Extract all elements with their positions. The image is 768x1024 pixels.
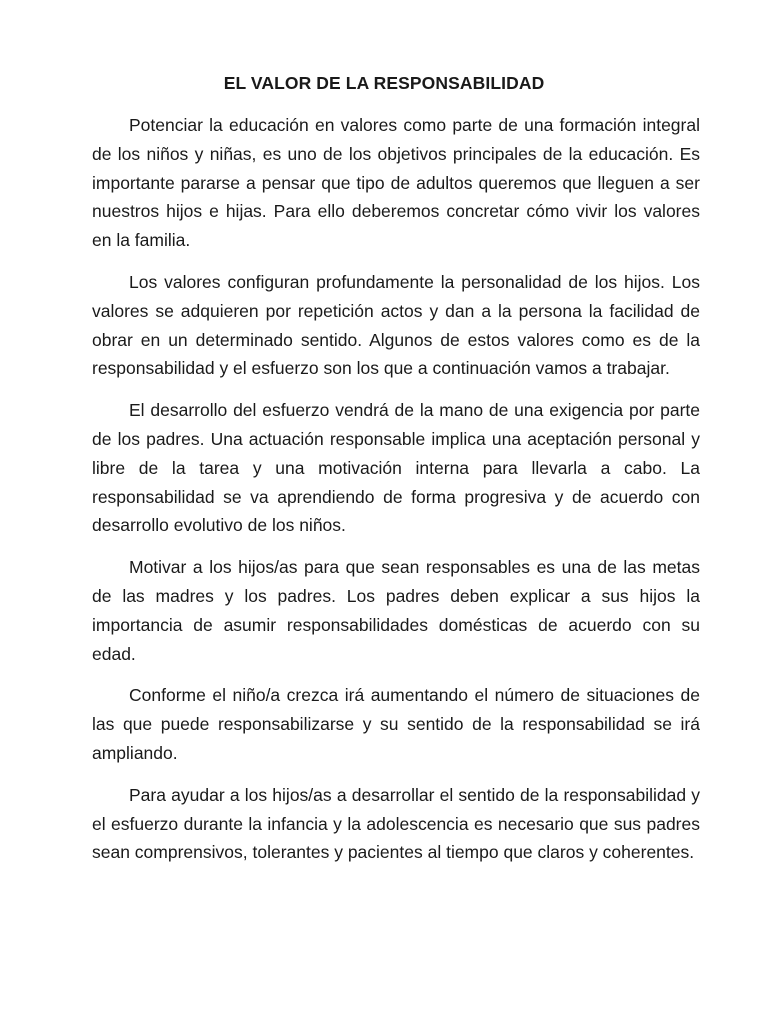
document-body (92, 111, 700, 880)
paragraph-4: Motivar a los hijos/as para que sean responsables es una de las metas de las madres y los padres. Los padres deben explicar a sus hijos la importancia de asumir responsabilidades domésticas de acuerdo con su edad. (92, 557, 700, 664)
paragraph-2: Los valores configuran profundamente la personalidad de los hijos. Los valores se adquieren por repetición actos y dan a la persona la facilidad de obrar en un determinado sentido. Algunos de estos valores como es de la responsabilidad y el esfuerzo son los que a continuación vamos a trabajar. (92, 271, 700, 379)
document-title: EL VALOR DE LA RESPONSABILIDAD (223, 73, 545, 93)
paragraph-6: Para ayudar a los hijos/as a desarrollar el sentido de la responsabilidad y el esfuerzo durante la infancia y la adolescencia es necesario que sus padres sean comprensivos, tolerantes y pacientes al tiempo que claros y coherentes. (92, 784, 700, 863)
paragraph-5: Conforme el niño/a crezca irá aumentando el número de situaciones de las que puede responsabilizarse y su sentido de la responsabilidad se irá ampliando. (92, 685, 700, 763)
paragraph-3: El desarrollo del esfuerzo vendrá de la mano de una exigencia por parte de los padres. Una actuación responsable implica una aceptación personal y libre de la tarea y una motivación interna para llevarla a cabo. La responsabilidad se va aprendiendo de forma progresiva y de acuerdo con desarrollo evolutivo de los niños. (92, 400, 700, 536)
paragraph-1: Potenciar la educación en valores como parte de una formación integral de los niños y niñas, es uno de los objetivos principales de la educación. Es importante pararse a pensar que tipo de adultos queremos que lleguen a ser nuestros hijos e hijas. Para ello deberemos concretar cómo vivir los valores en la familia. (92, 115, 700, 251)
